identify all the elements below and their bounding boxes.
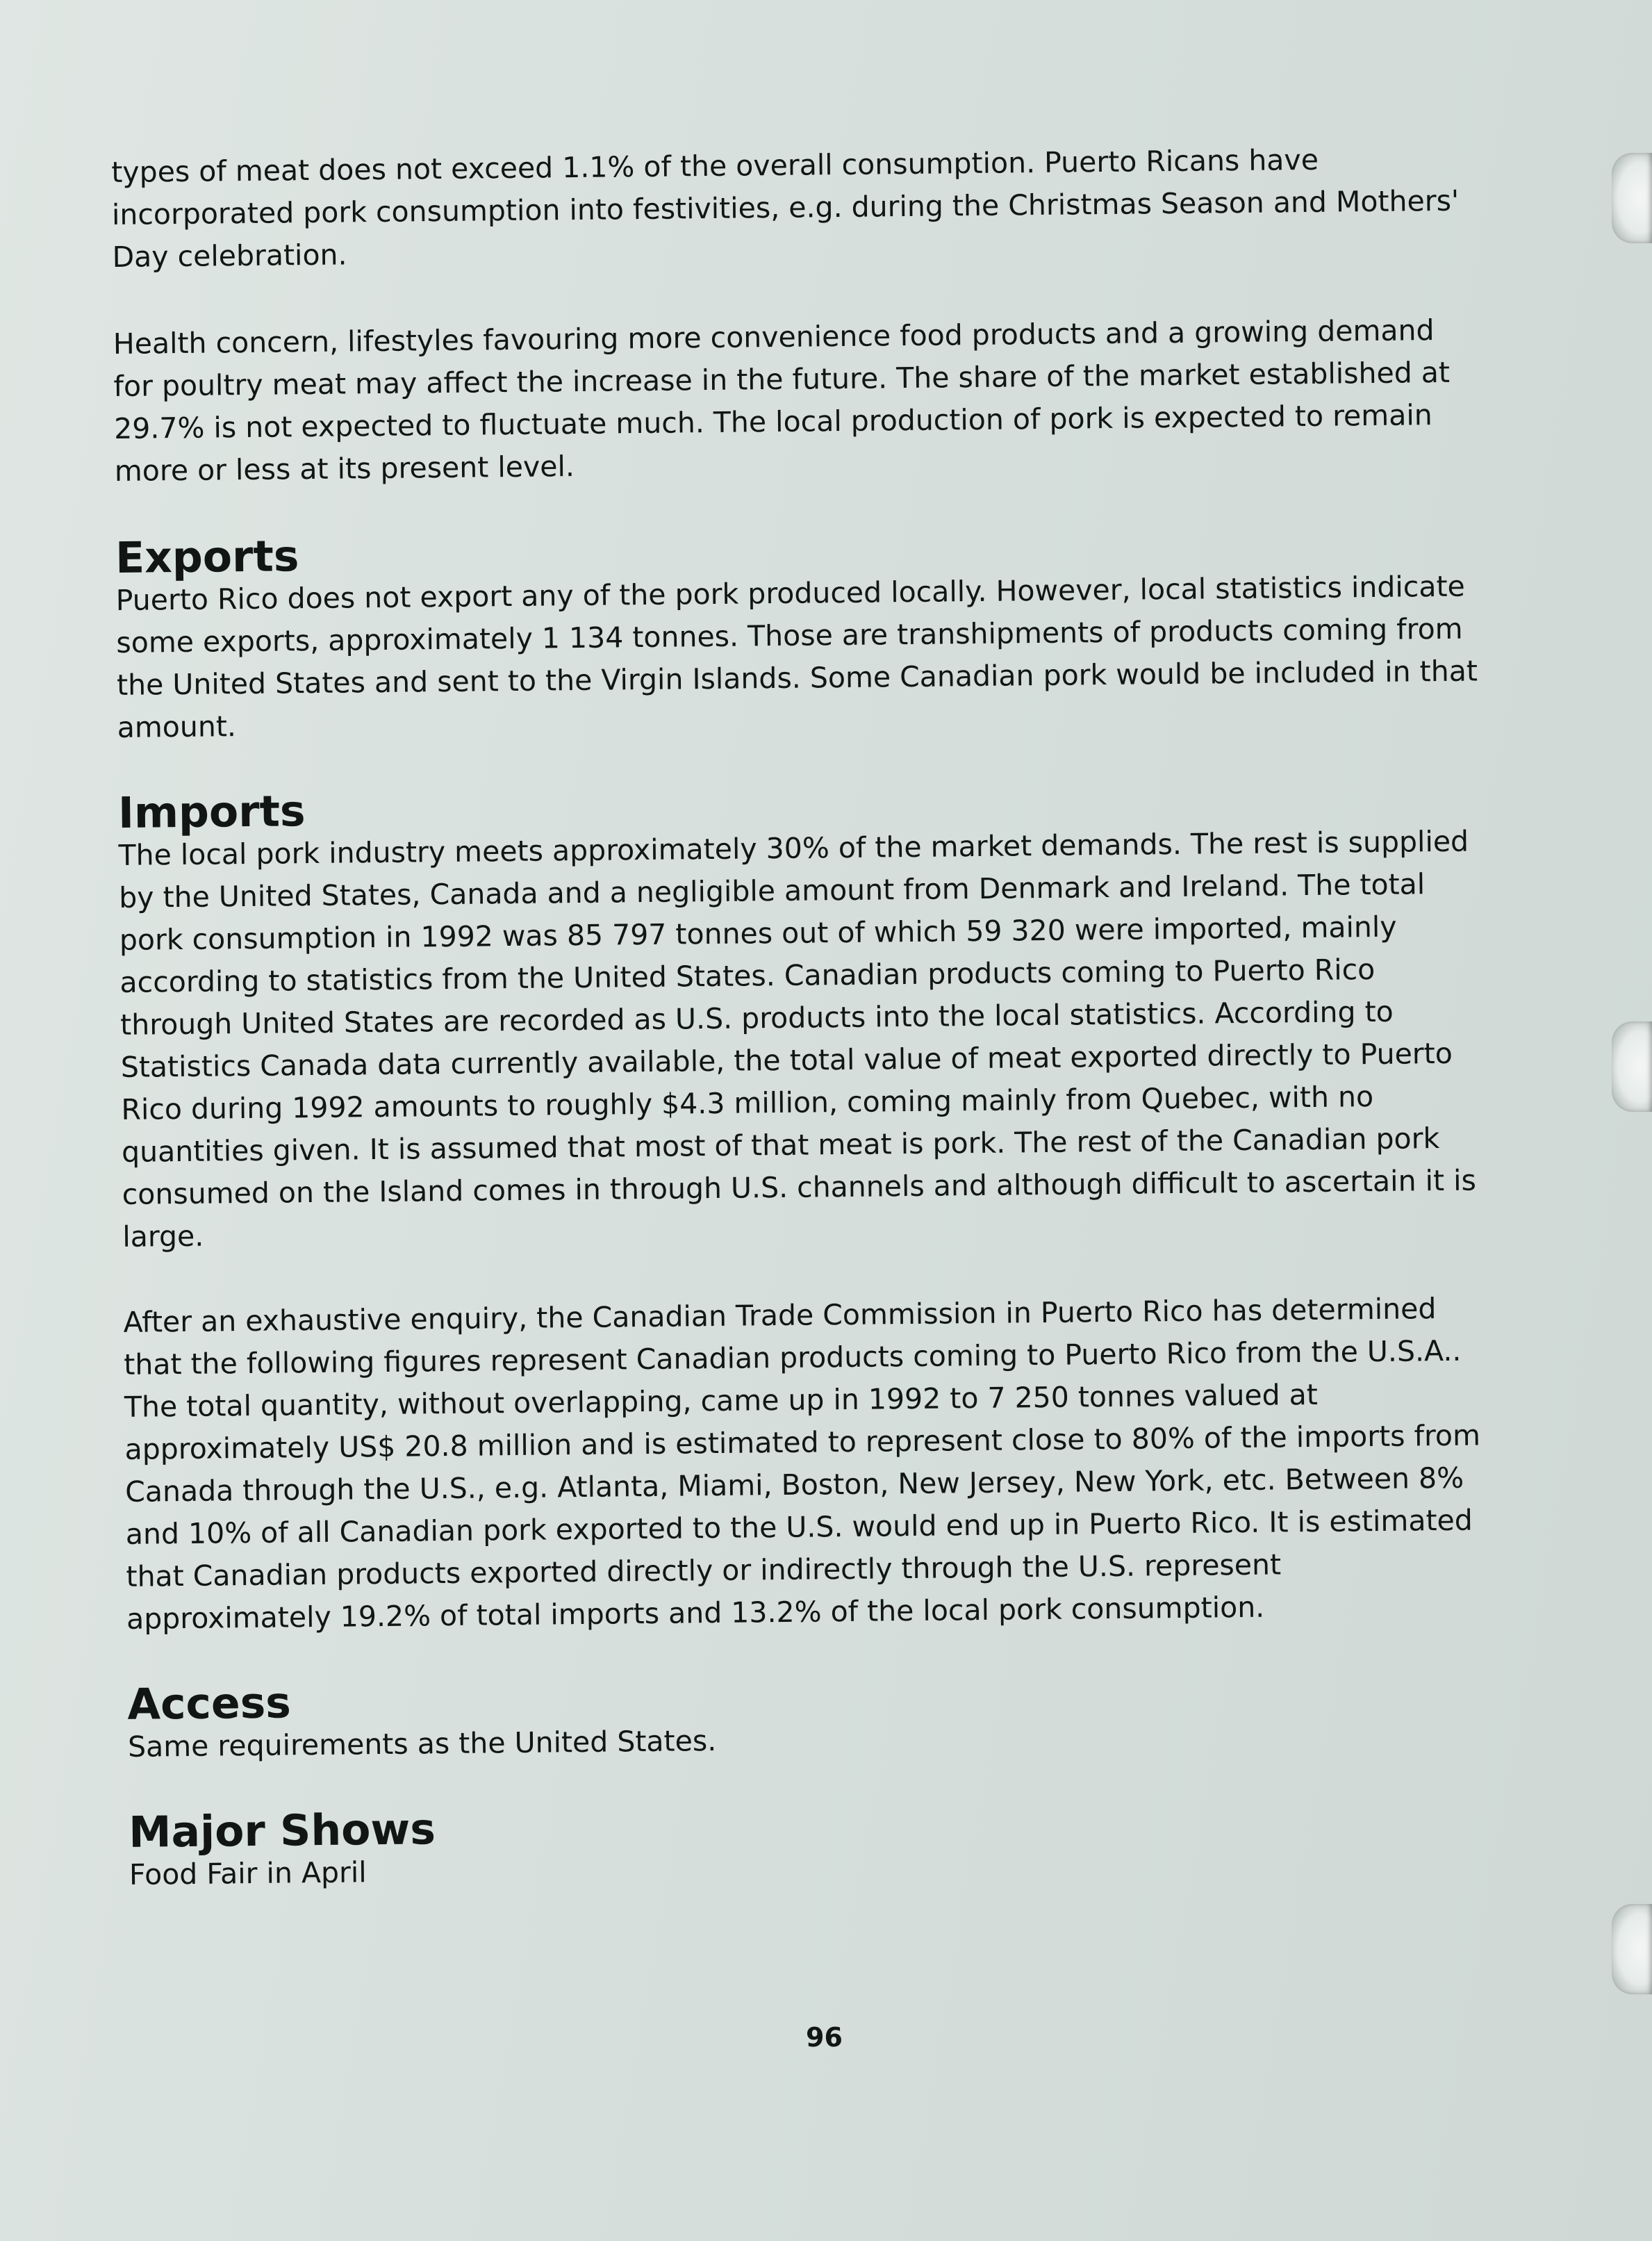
exports-heading: Exports: [115, 531, 299, 583]
access-paragraph: Same requirements as the United States.: [127, 1724, 717, 1764]
imports-heading: Imports: [117, 786, 306, 838]
major-shows-heading: Major Shows: [128, 1804, 436, 1857]
access-heading: Access: [127, 1677, 292, 1730]
binder-hole: [1612, 153, 1652, 243]
imports-paragraph: The local pork industry meets approximately 30% of the market demands. The rest is supplied by the United States, Canada and a negligible amount from Denmark and Ireland. The total pork consumption in 1992 was 85 797 tonnes out of which 59 320 were imported, mainly according to statistics from the United States. Canadian products coming to Puerto Rico through United States are recorded as U.S. products into the local statistics. According to Statistics Canada data currently available, the total value of meat exported directly to Puerto Rico during 1992 amounts to roughly $4.3 million, coming mainly from Quebec, with no quantities given. It is assumed that most of that meat is pork. The rest of the Canadian pork consumed on the Island comes in through U.S. channels and although difficult to ascertain it is large.: [118, 824, 1477, 1254]
major-shows-paragraph: Food Fair in April: [129, 1855, 367, 1891]
page-number: 96: [806, 2022, 843, 2053]
document-body: [111, 137, 1492, 1939]
outlook-paragraph: Health concern, lifestyles favouring more convenience food products and a growing demand for poultry meat may affect the increase in the future. The share of the market established at 29.7% is not expected to fluctuate much. The local production of pork is expected to remain more or less at its present level.: [113, 313, 1451, 488]
intro-paragraph: types of meat does not exceed 1.1% of the overall consumption. Puerto Ricans have incorporated pork consumption into festivities, e.g. during the Christmas Season and Mothers' Day celebration.: [111, 142, 1460, 274]
binder-hole: [1612, 1904, 1652, 1994]
trade-commission-paragraph: After an exhaustive enquiry, the Canadian Trade Commission in Puerto Rico has determined that the following figures represent Canadian products coming to Puerto Rico from the U.S.A.. The total quantity, without overlapping, came up in 1992 to 7 250 tonnes valued at approximately US$ 20.8 million and is estimated to represent close to 80% of the imports from Canada through the U.S., e.g. Atlanta, Miami, Boston, New Jersey, New York, etc. Between 8% and 10% of all Canadian pork exported to the U.S. would end up in Puerto Rico. It is estimated that Canadian products exported directly or indirectly through the U.S. represent approximately 19.2% of total imports and 13.2% of the local pork consumption.: [123, 1292, 1481, 1636]
exports-paragraph: Puerto Rico does not export any of the pork produced locally. However, local statistics indicate some exports, approximately 1 134 tonnes. Those are transhipments of products coming from the United States and sent to the Virgin Islands. Some Canadian pork would be included in that amount.: [115, 569, 1478, 744]
binder-hole: [1612, 1021, 1652, 1112]
